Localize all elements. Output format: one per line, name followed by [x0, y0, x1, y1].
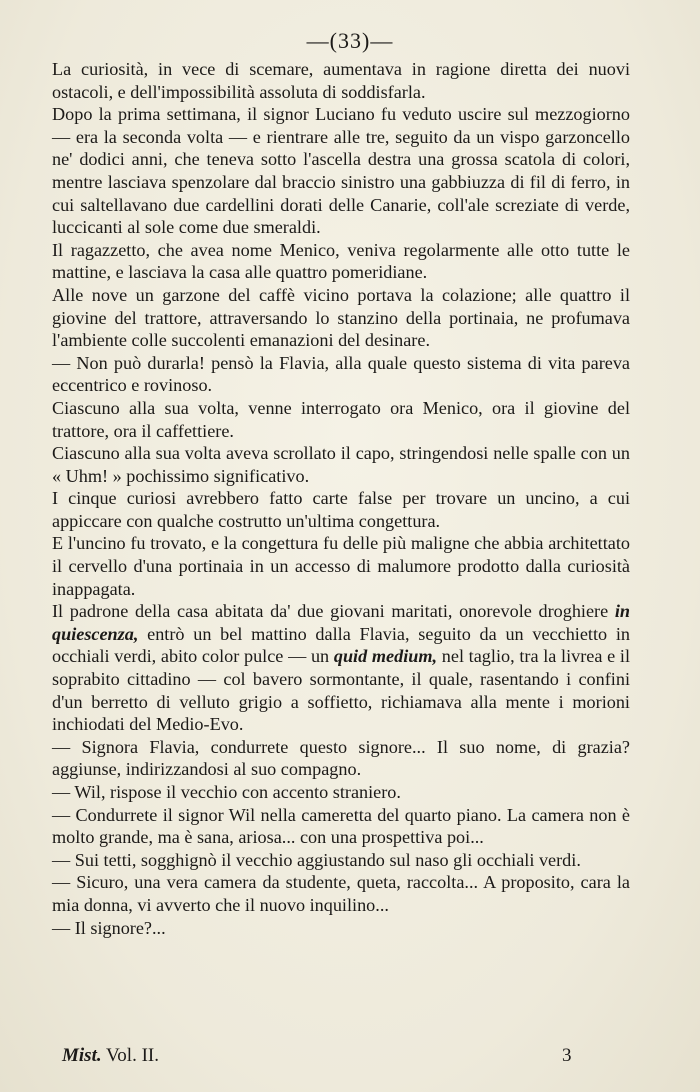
paragraph: — Il signore?...: [52, 917, 166, 938]
body-text: [52, 58, 630, 939]
paragraph: — Sicuro, una vera camera da studente, queta, raccolta... A proposito, cara la mia donna, vi avverto che il nuovo inquilino...: [52, 872, 630, 915]
page-footer: [62, 1044, 582, 1068]
volume-label: Vol. II.: [106, 1045, 159, 1066]
signature-mark: Mist.: [62, 1045, 102, 1066]
page-number: —(33)—: [306, 28, 394, 53]
text-run: entrò un bel mattino dalla Flavia, seguito da un vecchietto in occhiali verdi, abito color pulce — un: [52, 623, 630, 667]
paragraph: Alle nove un garzone del caffè vicino portava la colazione; alle quattro il giovine del trattore, attraversando lo stanzino della portinaia, ne profumava l'ambiente colle succolenti emanazioni del desinare.: [52, 284, 630, 351]
paragraph: Dopo la prima settimana, il signor Luciano fu veduto uscire sul mezzogiorno — era la seconda volta — e rientrare alle tre, seguito da un vispo garzoncello ne' dodici anni, che teneva sotto l'ascella destra una grossa scatola di colori, mentre lasciava spenzolare dal braccio sinistro una gabbiuzza di fil di ferro, in cui saltellavano due cardellini dorati delle Canarie, coll'ale screziate di verde, luccicanti al sole come due smeraldi.: [52, 104, 630, 238]
italic-phrase: in quiescenza,: [52, 601, 630, 644]
text-run: nel taglio, tra la livrea e il soprabito cittadino — col bavero sormontante, il quale, rasentando i confini d'un berretto di velluto grigio a soffietto, richiamava alla mente i morioni inchiodati del Medio-Evo.: [52, 646, 631, 735]
paragraph: — Signora Flavia, condurrete questo signore... Il suo nome, di grazia? aggiunse, indirizzandosi al suo compagno.: [52, 736, 630, 780]
paragraph: Il ragazzetto, che avea nome Menico, veniva regolarmente alle otto tutte le mattine, e lasciava la casa alle quattro pomeridiane.: [52, 239, 630, 283]
paragraph: — Sui tetti, sogghignò il vecchio aggiustando sul naso gli occhiali verdi.: [52, 849, 581, 870]
paragraph: Ciascuno alla sua volta, venne interrogato ora Menico, ora il giovine del trattore, ora il caffettiere.: [52, 397, 630, 441]
italic-phrase: quid medium,: [333, 646, 438, 667]
paragraph: — Non può durarla! pensò la Flavia, alla quale questo sistema di vita pareva eccentrico e rovinoso.: [52, 352, 630, 396]
paragraph: La curiosità, in vece di scemare, aumentava in ragione diretta dei nuovi ostacoli, e dell'impossibilità assoluta di soddisfarla.: [52, 59, 630, 102]
paragraph: — Condurrete il signor Wil nella cameretta del quarto piano. La camera non è molto grande, ma è sana, ariosa... con una prospettiva poi...: [52, 804, 630, 848]
paragraph-with-italics: [52, 600, 630, 736]
paragraph: E l'uncino fu trovato, e la congettura fu delle più maligne che abbia architettato il cervello d'una portinaia in un accesso di malumore prodotto dalla curiosità inappagata.: [52, 533, 630, 599]
sheet-number: 3: [562, 1045, 572, 1066]
text-run: Il padrone della casa abitata da' due giovani maritati, onorevole droghiere: [52, 601, 615, 622]
paragraph: I cinque curiosi avrebbero fatto carte false per trovare un uncino, a cui appiccare con qualche costrutto un'ultima congettura.: [52, 488, 630, 531]
paragraph: Ciascuno alla sua volta aveva scrollato il capo, stringendosi nelle spalle con un « Uhm! » pochissimo significativo.: [52, 443, 630, 486]
paragraph: — Wil, rispose il vecchio con accento straniero.: [52, 782, 401, 802]
